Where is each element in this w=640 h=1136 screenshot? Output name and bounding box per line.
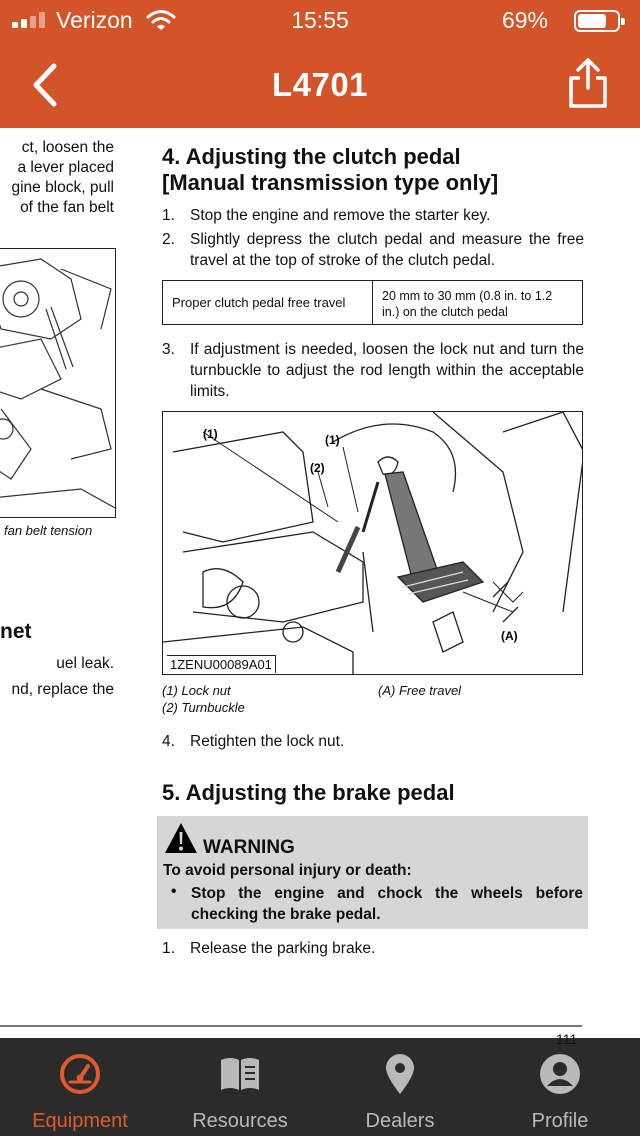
tab-profile[interactable] bbox=[480, 1038, 640, 1136]
left-text-line: gine block, pull bbox=[11, 179, 114, 196]
tab-label: Resources bbox=[192, 1110, 288, 1132]
page-number: 111 bbox=[556, 1031, 578, 1047]
legend-item: (A) Free travel bbox=[378, 683, 462, 698]
legend-item: (1) Lock nut bbox=[162, 683, 231, 698]
left-figure-caption: fan belt tension bbox=[4, 523, 93, 538]
previous-column bbox=[0, 128, 120, 1038]
warning-box bbox=[157, 816, 588, 929]
section-heading-brake: 5. Adjusting the brake pedal bbox=[162, 780, 455, 805]
tab-equipment[interactable] bbox=[0, 1038, 160, 1136]
legend-item: (2) Turnbuckle bbox=[162, 700, 245, 715]
spec-table bbox=[162, 280, 583, 325]
spec-value: 20 mm to 30 mm (0.8 in. to 1.2 in.) on the clutch pedal bbox=[382, 289, 553, 319]
section-heading-clutch: 4. Adjusting the clutch pedal [Manual transmission type only] bbox=[162, 144, 499, 195]
tab-dealers[interactable] bbox=[320, 1038, 480, 1136]
callout-1: (1) bbox=[325, 433, 340, 447]
share-button[interactable] bbox=[566, 56, 610, 110]
page-title: L4701 bbox=[271, 66, 369, 103]
book-icon bbox=[218, 1052, 262, 1096]
user-icon bbox=[538, 1052, 582, 1096]
left-text-line: uel leak. bbox=[56, 655, 114, 672]
location-pin-icon bbox=[378, 1052, 422, 1096]
page-divider bbox=[0, 1025, 582, 1027]
status-bar bbox=[0, 0, 640, 40]
warning-title: WARNING bbox=[203, 837, 295, 858]
left-text-line: ct, loosen the bbox=[21, 139, 114, 156]
callout-2: (2) bbox=[310, 461, 325, 475]
callout-1: (1) bbox=[203, 427, 218, 441]
left-section-heading: net bbox=[0, 620, 32, 643]
tab-label: Profile bbox=[531, 1110, 589, 1132]
warning-triangle-icon bbox=[163, 821, 199, 855]
warning-item: Stop the engine and chock the wheels before checking the brake pedal. bbox=[191, 885, 583, 923]
figure-code: 1ZENU00089A01 bbox=[167, 655, 276, 673]
left-text-line: nd, replace the bbox=[11, 681, 114, 698]
speedometer-icon bbox=[58, 1052, 102, 1096]
battery-icon bbox=[574, 10, 620, 32]
clutch-pedal-figure bbox=[162, 411, 583, 675]
carrier-name: Verizon bbox=[56, 7, 133, 33]
tab-resources[interactable] bbox=[160, 1038, 320, 1136]
clock: 15:55 bbox=[291, 7, 349, 33]
bullet: • bbox=[171, 883, 177, 900]
tab-label: Dealers bbox=[365, 1110, 435, 1132]
battery-percentage: 69% bbox=[501, 7, 548, 33]
callout-a: (A) bbox=[501, 629, 518, 643]
app-header bbox=[0, 0, 640, 128]
warning-intro: To avoid personal injury or death: bbox=[163, 862, 412, 879]
tab-label: Equipment bbox=[32, 1110, 128, 1132]
manual-page[interactable]: ct, loosen the a lever placed gine block, pull of the fan belt fan belt tension net uel leak. nd, replace the 4. Adjusting the clutch pedal [Manual transmission type only] 1. Stop the engine and remove the starter key. 2. Slightly depress the clutch pedal and measure the free travel at the top of stroke of the clutch pedal. Proper clutch pedal free travel 20 mm to 30 mm (0.8 in. to 1.2 in.) on the clutch pedal 3. If adjustment is needed, loosen the lock nut and turn the turnbuckle to adjust the rod length within the acceptable limits. (1) (1) (2) (A) 1ZENU00089A01 (1) Lock nut (2) Turnbuckle (A) Free travel 4. Retighten the lock nut. 5. Adjusting the brake pedal WARNING To avoid personal injury or death: • Stop the engine and chock the wheels before checking the brake pedal. 1. Release the parking brake. bbox=[0, 128, 640, 1038]
left-text-line: of the fan belt bbox=[20, 199, 114, 216]
fan-belt-figure bbox=[0, 248, 116, 518]
left-text-line: a lever placed bbox=[17, 159, 114, 176]
spec-label: Proper clutch pedal free travel bbox=[163, 281, 373, 324]
bottom-tab-bar bbox=[0, 1031, 640, 1136]
